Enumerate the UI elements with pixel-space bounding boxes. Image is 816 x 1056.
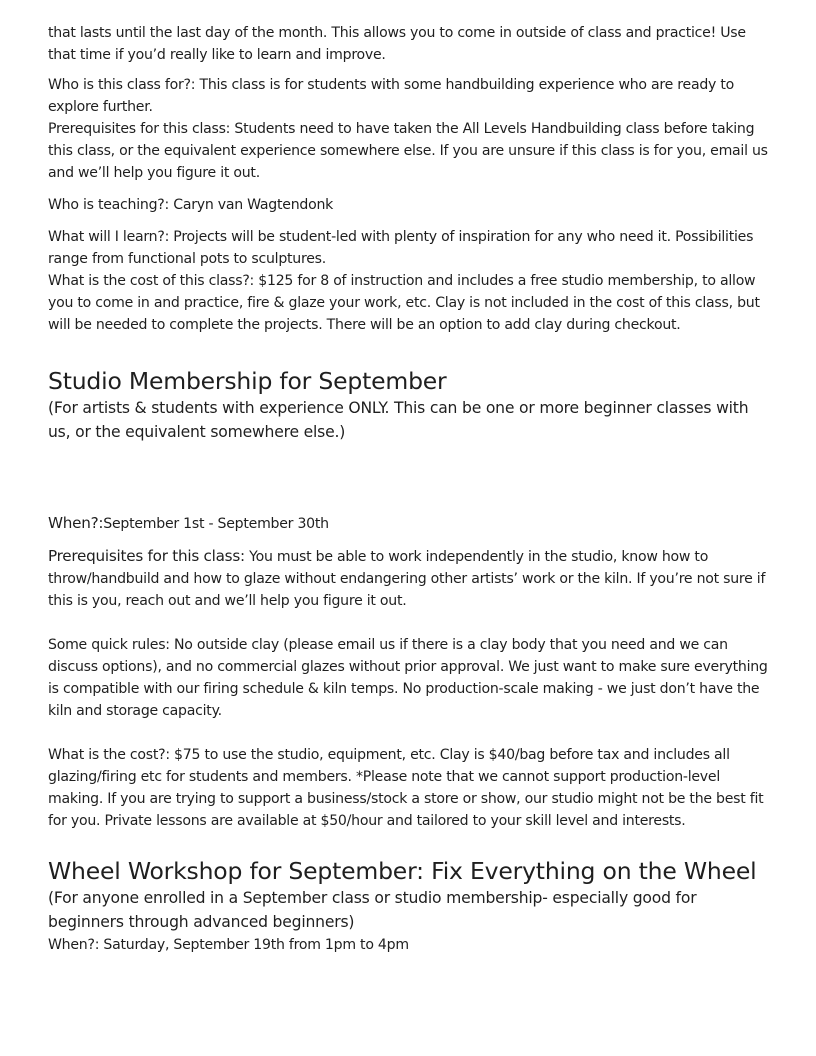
class-details-section (48, 22, 772, 336)
what-will-i-learn: What will I learn?: Projects will be student-led with plenty of inspiration for any who need it. Possibilities range from functional pots to sculptures. (48, 229, 754, 267)
wheel-workshop-subtitle: (For anyone enrolled in a September class or studio membership- especially good for beginners through advanced beginners) (48, 889, 697, 931)
when-value: September 1st - September 30th (103, 516, 329, 532)
studio-membership-subtitle: (For artists & students with experience ONLY. This can be one or more beginner classes with us, or the equivalent somewhere else.) (48, 399, 749, 441)
who-is-class-for: Who is this class for?: This class is for students with some handbuilding experience who are ready to explore further. (48, 77, 734, 115)
membership-when (48, 512, 772, 535)
document-page (48, 22, 772, 956)
quick-rules: Some quick rules: No outside clay (please email us if there is a clay body that you need and we can discuss options), and no commercial glazes without prior approval. We just want to make sure everything is compatible with our firing schedule & kiln temps. No production-scale making - we just don’t have the kiln and storage capacity. (48, 637, 768, 719)
prerequisites-value: You must be able to work independently in the studio, know how to throw/handbuild and how to glaze without endangering other artists’ work or the kiln. If you’re not sure if this is you, reach out and we’ll help you figure it out. (48, 549, 766, 609)
when-label: When?: (48, 514, 104, 532)
studio-membership-section (48, 366, 772, 832)
membership-cost: What is the cost?: $75 to use the studio, equipment, etc. Clay is $40/bag before tax and includes all glazing/firing etc for students and members. *Please note that we cannot support production-level making. If you are trying to support a business/stock a store or show, our studio might not be the best fit for you. Private lessons are available at $50/hour and tailored to your skill level and interests. (48, 747, 764, 829)
wheel-workshop-section (48, 856, 772, 956)
instructor: Who is teaching?: Caryn van Wagtendonk (48, 197, 334, 213)
studio-membership-heading: Studio Membership for September (48, 367, 447, 395)
wheel-workshop-heading: Wheel Workshop for September: Fix Everything on the Wheel (48, 857, 757, 885)
membership-continuation-text: that lasts until the last day of the month. This allows you to come in outside of class and practice! Use that time if you’d really like to learn and improve. (48, 25, 746, 63)
class-cost: What is the cost of this class?: $125 for 8 of instruction and includes a free studio membership, to allow you to come in and practice, fire & glaze your work, etc. Clay is not included in the cost of this class, but will be needed to complete the projects. There will be an option to add clay during checkout. (48, 273, 760, 333)
membership-prerequisites (48, 545, 772, 612)
wheel-workshop-when: When?: Saturday, September 19th from 1pm to 4pm (48, 937, 409, 953)
prerequisites-label: Prerequisites for this class: (48, 547, 245, 565)
class-prerequisites: Prerequisites for this class: Students need to have taken the All Levels Handbuilding class before taking this class, or the equivalent experience somewhere else. If you are unsure if this class is for you, email us and we’ll help you figure it out. (48, 121, 768, 181)
